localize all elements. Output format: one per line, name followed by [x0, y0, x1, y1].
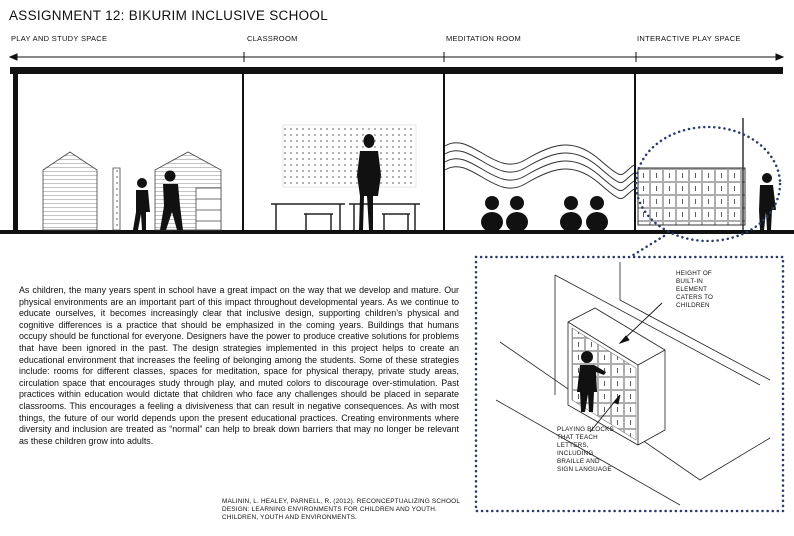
wall-1	[242, 74, 244, 230]
zone-label-interactive-play: INTERACTIVE PLAY SPACE	[637, 34, 741, 43]
wall-2	[443, 74, 445, 230]
zone-label-meditation: MEDITATION ROOM	[446, 34, 522, 43]
body-paragraph: As children, the many years spent in school have a great impact on the way that we develop and mature. Our physical environments are an important part of this impact throughout developmental years. As we continue to educate ourselves, it becomes increasingly clear that inclusive design, supporting children’s physical and cognitive differences is a practice that should be emphasized in the coming years. Buildings that humans occupy should be functional for everyone. Designers have the power to produce creative solutions for problems that have been ignored in the past. The design strategies implemented in this project helps to create an educational environment that increases the feeling of belonging among the students. Some of these strategies include: rooms for different classes, spaces for meditation, space for physical therapy, private study areas, circulation space that encourages study through play, and muted colors to discourage over-stimulation. Past practices within education would dictate that children who face any challenges should be placed in separate classrooms. This encourages a feeling a divisiveness that can result in negative consequences. As with most things, the future of our world depends upon the present educational practices. Creating environments where diversity and inclusion are treated as “normal” can help to break down barriers that may no longer be relevant as these children grow into adults.	[19, 285, 459, 446]
zone-label-classroom: CLASSROOM	[247, 34, 298, 43]
zone-label-play-study: PLAY AND STUDY SPACE	[11, 34, 108, 43]
interactive-wall	[638, 118, 745, 230]
wall-3	[634, 74, 636, 230]
play-houses	[43, 152, 221, 230]
wall-left	[13, 74, 18, 230]
floor-slab	[0, 230, 794, 234]
annotation-blocks: PLAYING BLOCKS THAT TEACH LETTERS, INCLUDING BRAILLE AND SIGN LANGUAGE	[557, 426, 614, 473]
classroom-desks	[271, 204, 420, 230]
callout-leader	[630, 236, 664, 257]
citation: MALININ, L. HEALEY, PARNELL, R. (2012). RECONCEPTUALIZING SCHOOL DESIGN: LEARNING ENVIRONMENTS FOR CHILDREN AND YOUTH. CHILDREN, YOUTH AND ENVIRONMENTS.	[222, 498, 460, 522]
zone-dimension-lines	[10, 52, 783, 62]
child-at-wall	[759, 173, 776, 230]
meditating-children	[481, 196, 608, 232]
classroom-pegboard	[283, 125, 416, 187]
page-title: ASSIGNMENT 12: BIKURIM INCLUSIVE SCHOOL	[9, 8, 329, 23]
annotation-height: HEIGHT OF BUILT-IN ELEMENT CATERS TO CHILDREN	[676, 270, 714, 309]
wave-wall	[445, 143, 634, 199]
roof-slab	[10, 67, 783, 74]
